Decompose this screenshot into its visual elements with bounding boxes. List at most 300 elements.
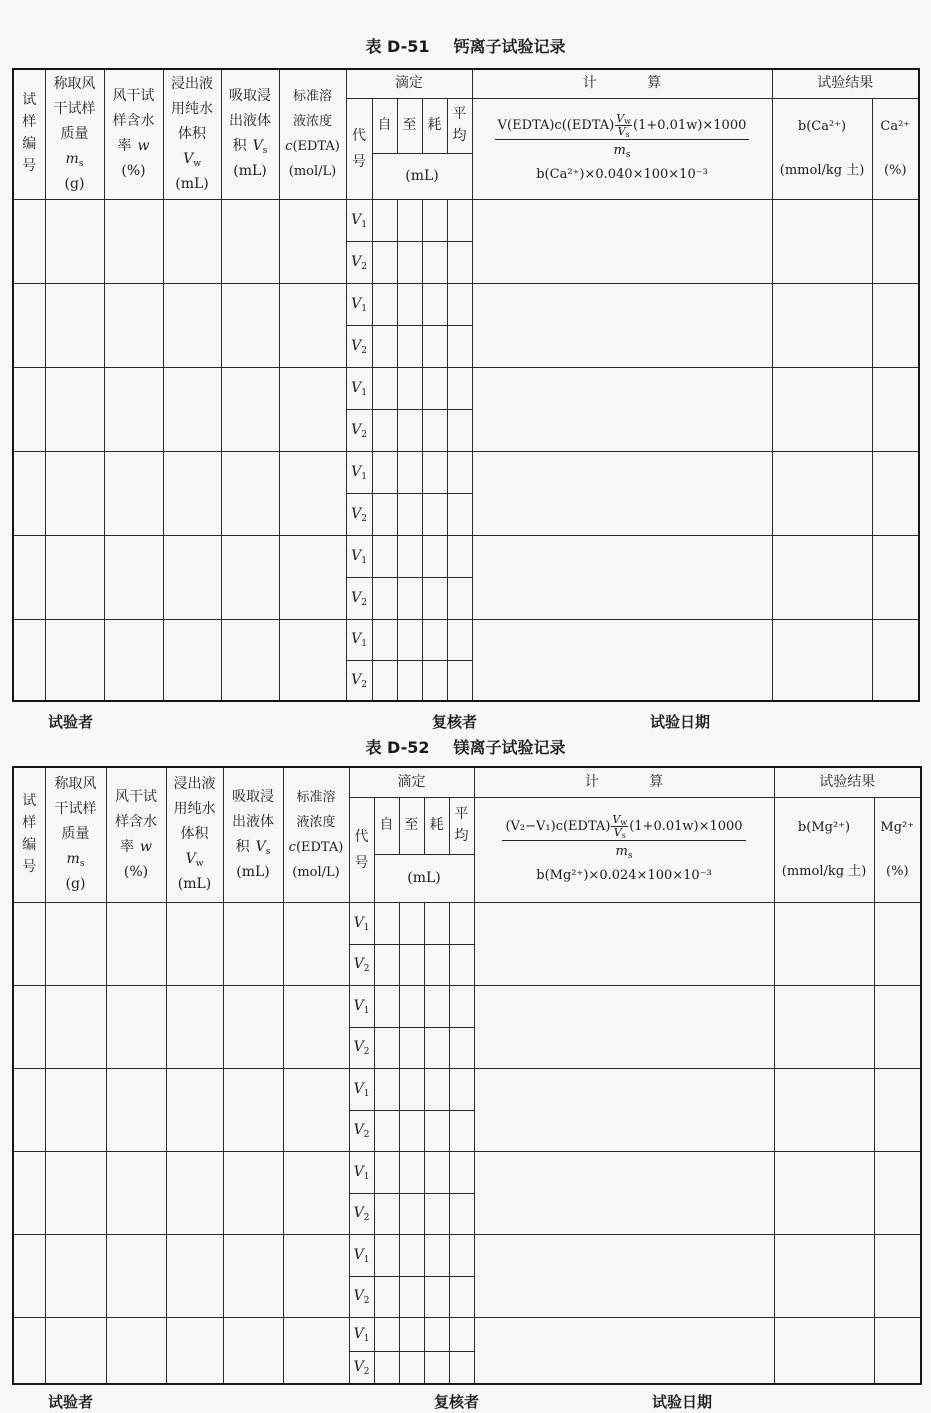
subrow-label-subscript: 2: [361, 597, 367, 608]
water-volume-symbol-subscript: w: [195, 859, 204, 870]
sample-mass-symbol: m: [66, 851, 80, 868]
subrow-label-symbol: V: [351, 421, 362, 438]
titration-header: [346, 69, 472, 98]
result-percent-cell: [872, 451, 919, 535]
to-cell: [399, 1068, 424, 1110]
consumed-cell: [424, 1317, 449, 1351]
code-cell: [349, 944, 374, 985]
sample-id-cell: [13, 902, 45, 985]
extract-volume-symbol: V: [255, 838, 266, 855]
result-molality-unit-line: [773, 161, 872, 181]
consumed-cell: [424, 1110, 449, 1151]
to-cell: [397, 451, 422, 493]
from-cell: [372, 325, 397, 367]
extract-volume-header-line: [222, 84, 279, 109]
result-molality-cell: [772, 619, 872, 701]
to-cell: [397, 535, 422, 577]
from-label: 自: [377, 117, 392, 133]
code-cell: [346, 535, 372, 577]
code-cell: [349, 1276, 374, 1317]
to-cell: [397, 493, 422, 535]
consumed-cell: [424, 1027, 449, 1068]
subrow-label-symbol: V: [353, 1039, 364, 1055]
to-cell: [397, 577, 422, 619]
sample-mass-header-line: [46, 772, 106, 797]
calculation-cell: [474, 1234, 774, 1317]
subrow-label-subscript: 1: [363, 1005, 370, 1016]
water-volume-label: 体积: [178, 125, 206, 142]
calculation-cell: [472, 451, 772, 535]
table-row: [13, 451, 919, 493]
edta-concentration-cell: [283, 902, 349, 985]
to-cell: [399, 1276, 424, 1317]
result-percent-line: [875, 818, 921, 838]
extract-volume-cell: [223, 1234, 283, 1317]
formula-denominator-subscript: s: [627, 851, 633, 861]
edta-concentration-label: 标准溶: [292, 89, 332, 105]
result-molality-line: [775, 818, 874, 838]
from-cell: [372, 367, 397, 409]
to-cell: [399, 1317, 424, 1351]
calc-formula: [473, 113, 772, 184]
code-cell: [346, 577, 372, 619]
consumed-cell: [424, 1351, 449, 1384]
average-cell: [447, 241, 472, 283]
titration-unit: (mL): [405, 167, 439, 184]
sample-mass-unit-line: [46, 172, 104, 197]
subrow-label-symbol: V: [351, 631, 362, 647]
subrow-label-subscript: 1: [363, 1333, 370, 1344]
result-molality-cell: [774, 985, 874, 1068]
moisture-content-label: 风干试: [115, 788, 157, 805]
edta-concentration-symbol: c: [288, 839, 296, 855]
titration-unit-header: [372, 153, 472, 199]
code-cell: [349, 1151, 374, 1193]
code-cell: [349, 985, 374, 1027]
water-volume-header-text: [164, 72, 221, 197]
average-cell: [449, 1151, 474, 1193]
sample-mass-label: 质量: [60, 125, 89, 142]
table-row: [13, 985, 921, 1027]
edta-concentration-unit: (mol/L): [288, 164, 337, 180]
edta-concentration-symbol-suffix: (EDTA): [292, 139, 340, 155]
edta-concentration-unit: (mol/L): [292, 864, 340, 880]
to-cell: [397, 199, 422, 241]
consumed-label: 耗: [429, 817, 444, 833]
result-percent-cell: [872, 283, 919, 367]
extract-volume-unit: (mL): [233, 163, 267, 180]
table-title-text: 钙离子试验记录: [453, 37, 566, 56]
average-label: 平均: [452, 105, 467, 144]
extract-volume-label: 出液体: [229, 113, 271, 130]
table-title-text: 镁离子试验记录: [453, 738, 566, 757]
extract-volume-symbol-subscript: s: [262, 146, 268, 157]
calc-formula-numerator: [502, 814, 745, 841]
result-percent-cell: [872, 619, 919, 701]
edta-concentration-header-line: [284, 810, 349, 835]
results-header: [772, 69, 919, 98]
water-volume-label: 用纯水: [171, 100, 213, 117]
record-table: [12, 766, 922, 1385]
extract-volume-label-end: 积: [235, 838, 250, 855]
to-cell: [399, 1351, 424, 1384]
average-cell: [449, 1276, 474, 1317]
moisture-content-unit: (%): [121, 163, 146, 180]
header-row: [13, 69, 919, 98]
extract-volume-header-text: [224, 785, 283, 885]
subrow-label-subscript: 1: [363, 1171, 370, 1182]
average-cell: [449, 902, 474, 944]
sample-id-label: 试样编号: [22, 92, 37, 175]
water-volume-cell: [166, 1068, 223, 1151]
water-volume-cell: [163, 199, 221, 283]
subrow-label-symbol: V: [351, 211, 362, 228]
to-cell: [397, 325, 422, 367]
calc-formula-cell: [472, 98, 772, 199]
sample-id-cell: [13, 535, 45, 619]
moisture-content-label: 风干试: [112, 88, 155, 105]
code-cell: [346, 493, 372, 535]
extract-volume-cell: [221, 535, 279, 619]
moisture-content-symbol: w: [137, 138, 150, 155]
result-percent-cell: [872, 199, 919, 283]
average-cell: [447, 325, 472, 367]
edta-concentration-cell: [279, 451, 346, 535]
from-cell: [374, 1151, 399, 1193]
calc-formula-fraction: [502, 814, 745, 861]
result-percent-cell: [874, 985, 921, 1068]
subrow-label-symbol: V: [353, 1288, 364, 1304]
water-volume-header-text: [167, 772, 223, 897]
calculation-cell: [474, 902, 774, 985]
record-table: [12, 68, 920, 702]
table-row: [13, 1151, 921, 1193]
edta-concentration-symbol-line: [280, 134, 346, 159]
consumed-cell: [424, 944, 449, 985]
subrow-label-symbol: V: [351, 337, 362, 354]
calculation-cell: [474, 985, 774, 1068]
consumed-cell: [422, 493, 447, 535]
average-label: 平均: [454, 805, 469, 844]
formula-volume-ratio: [615, 113, 632, 138]
sample-id-cell: [13, 451, 45, 535]
water-volume-cell: [163, 367, 221, 451]
subrow-label-subscript: 1: [363, 1254, 370, 1265]
calc-formula-line2: b(Mg²⁺)×0.024×100×10⁻³: [536, 868, 712, 883]
subrow-label-subscript: 2: [363, 964, 370, 974]
from-cell: [374, 1234, 399, 1276]
formula-ratio-denominator-symbol: V: [617, 125, 626, 138]
result-molality-cell: [774, 1068, 874, 1151]
code-cell: [349, 1027, 374, 1068]
edta-concentration-label: 标准溶: [296, 789, 336, 805]
sample-mass-cell: [45, 451, 104, 535]
sample-mass-cell: [45, 1068, 106, 1151]
moisture-cell: [106, 1234, 166, 1317]
moisture-content-header-line: [105, 109, 163, 134]
code-header: [349, 797, 374, 902]
from-cell: [374, 1027, 399, 1068]
subrow-label-subscript: 2: [363, 1366, 370, 1377]
to-header: [399, 797, 424, 854]
from-cell: [372, 493, 397, 535]
formula-numerator-end: (1+0.01w)×1000: [629, 818, 743, 834]
sample-mass-label: 质量: [61, 826, 90, 843]
subrow-label-subscript: 1: [361, 303, 367, 314]
moisture-content-header-text: [105, 84, 163, 184]
to-cell: [399, 902, 424, 944]
edta-concentration-label: 液浓度: [296, 814, 336, 830]
result-molality-header: [774, 797, 874, 902]
water-volume-cell: [166, 985, 223, 1068]
sample-mass-cell: [45, 283, 104, 367]
water-volume-label: 体积: [180, 826, 209, 843]
sample-mass-header-line: [46, 72, 104, 97]
subrow-label-symbol: V: [351, 295, 362, 312]
water-volume-cell: [163, 535, 221, 619]
table-row: [13, 367, 919, 409]
water-volume-header: [166, 767, 223, 902]
edta-concentration-cell: [283, 1151, 349, 1234]
subrow-label-subscript: 2: [363, 1213, 370, 1223]
result-percent-line: [873, 117, 919, 137]
water-volume-cell: [163, 451, 221, 535]
sample-mass-cell: [45, 367, 104, 451]
code-cell: [349, 1193, 374, 1234]
from-header: [372, 98, 397, 153]
subrow-label-symbol: V: [353, 997, 364, 1014]
sample-mass-header: [45, 767, 106, 902]
calc-formula: [475, 814, 774, 885]
code-cell: [349, 1351, 374, 1384]
consumed-cell: [422, 199, 447, 241]
moisture-cell: [104, 199, 163, 283]
result-spacer: [873, 137, 919, 161]
result-percent-cell: [872, 535, 919, 619]
sample-mass-header-line: [46, 822, 106, 847]
extract-volume-cell: [221, 367, 279, 451]
edta-concentration-cell: [283, 1068, 349, 1151]
from-cell: [372, 535, 397, 577]
to-cell: [399, 985, 424, 1027]
sample-mass-unit-line: [46, 872, 106, 897]
extract-volume-cell: [223, 902, 283, 985]
to-label: 至: [404, 817, 419, 833]
extract-volume-label: 吸取浸: [232, 788, 274, 805]
results-label: 试验结果: [817, 75, 874, 92]
average-cell: [447, 577, 472, 619]
water-volume-unit-line: [167, 872, 223, 897]
calc-formula-line2: b(Ca²⁺)×0.040×100×10⁻³: [536, 167, 708, 182]
extract-volume-label: 出液体: [232, 813, 274, 830]
result-molality-cell: [772, 367, 872, 451]
average-cell: [449, 1351, 474, 1384]
edta-concentration-cell: [283, 985, 349, 1068]
from-cell: [372, 409, 397, 451]
code-label: 代号: [354, 828, 369, 871]
footer-tester-label: 试验者: [48, 713, 94, 731]
water-volume-label: 用纯水: [173, 801, 216, 818]
result-percent-label: Mg²⁺: [880, 819, 915, 835]
moisture-cell: [104, 451, 163, 535]
average-header: [447, 98, 472, 153]
water-volume-symbol-subscript: w: [193, 158, 201, 169]
to-cell: [399, 1193, 424, 1234]
result-molality-line: [773, 117, 872, 137]
sample-mass-cell: [45, 1234, 106, 1317]
result-percent-unit: (%): [884, 162, 907, 178]
water-volume-header-line: [164, 97, 221, 122]
extract-volume-unit-line: [222, 159, 279, 184]
water-volume-header: [163, 69, 221, 199]
water-volume-symbol-line: [167, 847, 223, 872]
moisture-content-unit: (%): [123, 863, 149, 880]
moisture-content-symbol: w: [140, 838, 152, 855]
to-cell: [397, 283, 422, 325]
result-spacer: [775, 838, 874, 862]
code-cell: [346, 409, 372, 451]
results-header: [774, 767, 921, 797]
to-cell: [399, 1151, 424, 1193]
subrow-label-symbol: V: [351, 379, 362, 396]
subrow-label-symbol: V: [351, 589, 362, 606]
result-molality-cell: [774, 902, 874, 985]
from-cell: [372, 451, 397, 493]
formula-volume-ratio: [611, 814, 628, 839]
sample-mass-cell: [45, 535, 104, 619]
calc-formula-numerator: [495, 113, 750, 140]
moisture-content-header-text: [107, 785, 166, 885]
extract-volume-cell: [221, 199, 279, 283]
table-row: [13, 902, 921, 944]
formula-ratio-denominator: [618, 126, 630, 138]
result-percent-cell: [874, 902, 921, 985]
result-percent-cell: [874, 1151, 921, 1234]
from-cell: [374, 985, 399, 1027]
from-cell: [374, 1068, 399, 1110]
code-cell: [349, 1068, 374, 1110]
edta-concentration-unit-line: [280, 159, 346, 184]
consumed-cell: [424, 1234, 449, 1276]
edta-concentration-header-line: [284, 785, 349, 810]
footer-reviewer-label: 复核者: [434, 1393, 480, 1411]
formula-numerator-start: V(EDTA)c((EDTA): [497, 117, 615, 133]
consumed-cell: [422, 577, 447, 619]
water-volume-cell: [163, 619, 221, 701]
table-row: [13, 1317, 921, 1351]
result-spacer: [773, 137, 872, 161]
moisture-cell: [104, 367, 163, 451]
subrow-label-symbol: V: [353, 1205, 364, 1221]
code-cell: [346, 451, 372, 493]
table-title: [0, 737, 931, 759]
sample-id-header: [13, 767, 45, 902]
sample-id-cell: [13, 1151, 45, 1234]
result-molality-cell: [772, 283, 872, 367]
result-molality-label: b(Mg²⁺): [797, 819, 851, 835]
result-percent-unit-line: [873, 161, 919, 181]
moisture-content-label-end: 率: [117, 138, 132, 155]
from-cell: [374, 1351, 399, 1384]
formula-ratio-numerator-symbol: V: [616, 112, 625, 125]
result-molality-cell: [772, 199, 872, 283]
result-molality-cell: [772, 535, 872, 619]
moisture-content-symbol-line: [107, 835, 166, 860]
water-volume-cell: [166, 902, 223, 985]
sample-id-cell: [13, 1234, 45, 1317]
moisture-cell: [106, 1317, 166, 1384]
code-header: [346, 98, 372, 199]
formula-ratio-numerator-subscript: w: [620, 818, 628, 827]
consumed-cell: [422, 660, 447, 701]
from-cell: [374, 1276, 399, 1317]
moisture-cell: [104, 619, 163, 701]
extract-volume-symbol-line: [222, 134, 279, 159]
extract-volume-unit: (mL): [236, 863, 270, 880]
from-cell: [374, 1193, 399, 1234]
formula-denominator-subscript: s: [625, 150, 631, 160]
average-cell: [447, 367, 472, 409]
titration-label: 滴定: [397, 773, 426, 790]
moisture-cell: [104, 535, 163, 619]
moisture-content-symbol-line: [105, 134, 163, 159]
consumed-cell: [422, 367, 447, 409]
subrow-label-symbol: V: [353, 1080, 364, 1097]
edta-concentration-cell: [279, 283, 346, 367]
consumed-cell: [422, 451, 447, 493]
result-percent-cell: [872, 367, 919, 451]
subrow-label-symbol: V: [353, 1325, 364, 1342]
code-cell: [346, 367, 372, 409]
result-molality-cell: [774, 1317, 874, 1384]
edta-concentration-cell: [283, 1234, 349, 1317]
consumed-cell: [422, 325, 447, 367]
subrow-label-subscript: 1: [361, 387, 367, 398]
code-cell: [346, 619, 372, 660]
extract-volume-cell: [223, 1317, 283, 1384]
edta-concentration-header-line: [280, 84, 346, 109]
sample-mass-header-text: [46, 72, 104, 197]
average-cell: [449, 1110, 474, 1151]
sample-mass-label: 干试样: [53, 100, 96, 117]
from-cell: [372, 577, 397, 619]
edta-concentration-symbol-suffix: (EDTA): [295, 839, 344, 855]
to-cell: [397, 409, 422, 451]
water-volume-symbol-line: [164, 147, 221, 172]
footer-reviewer-label: 复核者: [432, 713, 478, 731]
water-volume-symbol: V: [183, 150, 194, 167]
moisture-cell: [106, 1068, 166, 1151]
result-percent-header: [872, 98, 919, 199]
water-volume-cell: [166, 1151, 223, 1234]
moisture-content-header-line: [105, 84, 163, 109]
titration-unit-header: [374, 854, 474, 902]
sample-mass-unit: (g): [64, 175, 85, 192]
extract-volume-unit-line: [224, 860, 283, 885]
formula-ratio-denominator-subscript: s: [621, 831, 626, 840]
edta-concentration-header: [283, 767, 349, 902]
subrow-label-subscript: 2: [363, 1047, 370, 1057]
calculation-cell: [474, 1151, 774, 1234]
average-cell: [449, 944, 474, 985]
consumed-cell: [424, 1068, 449, 1110]
water-volume-header-line: [164, 72, 221, 97]
consumed-cell: [422, 283, 447, 325]
extract-volume-header: [221, 69, 279, 199]
average-cell: [449, 1234, 474, 1276]
extract-volume-cell: [223, 1151, 283, 1234]
edta-concentration-cell: [279, 367, 346, 451]
